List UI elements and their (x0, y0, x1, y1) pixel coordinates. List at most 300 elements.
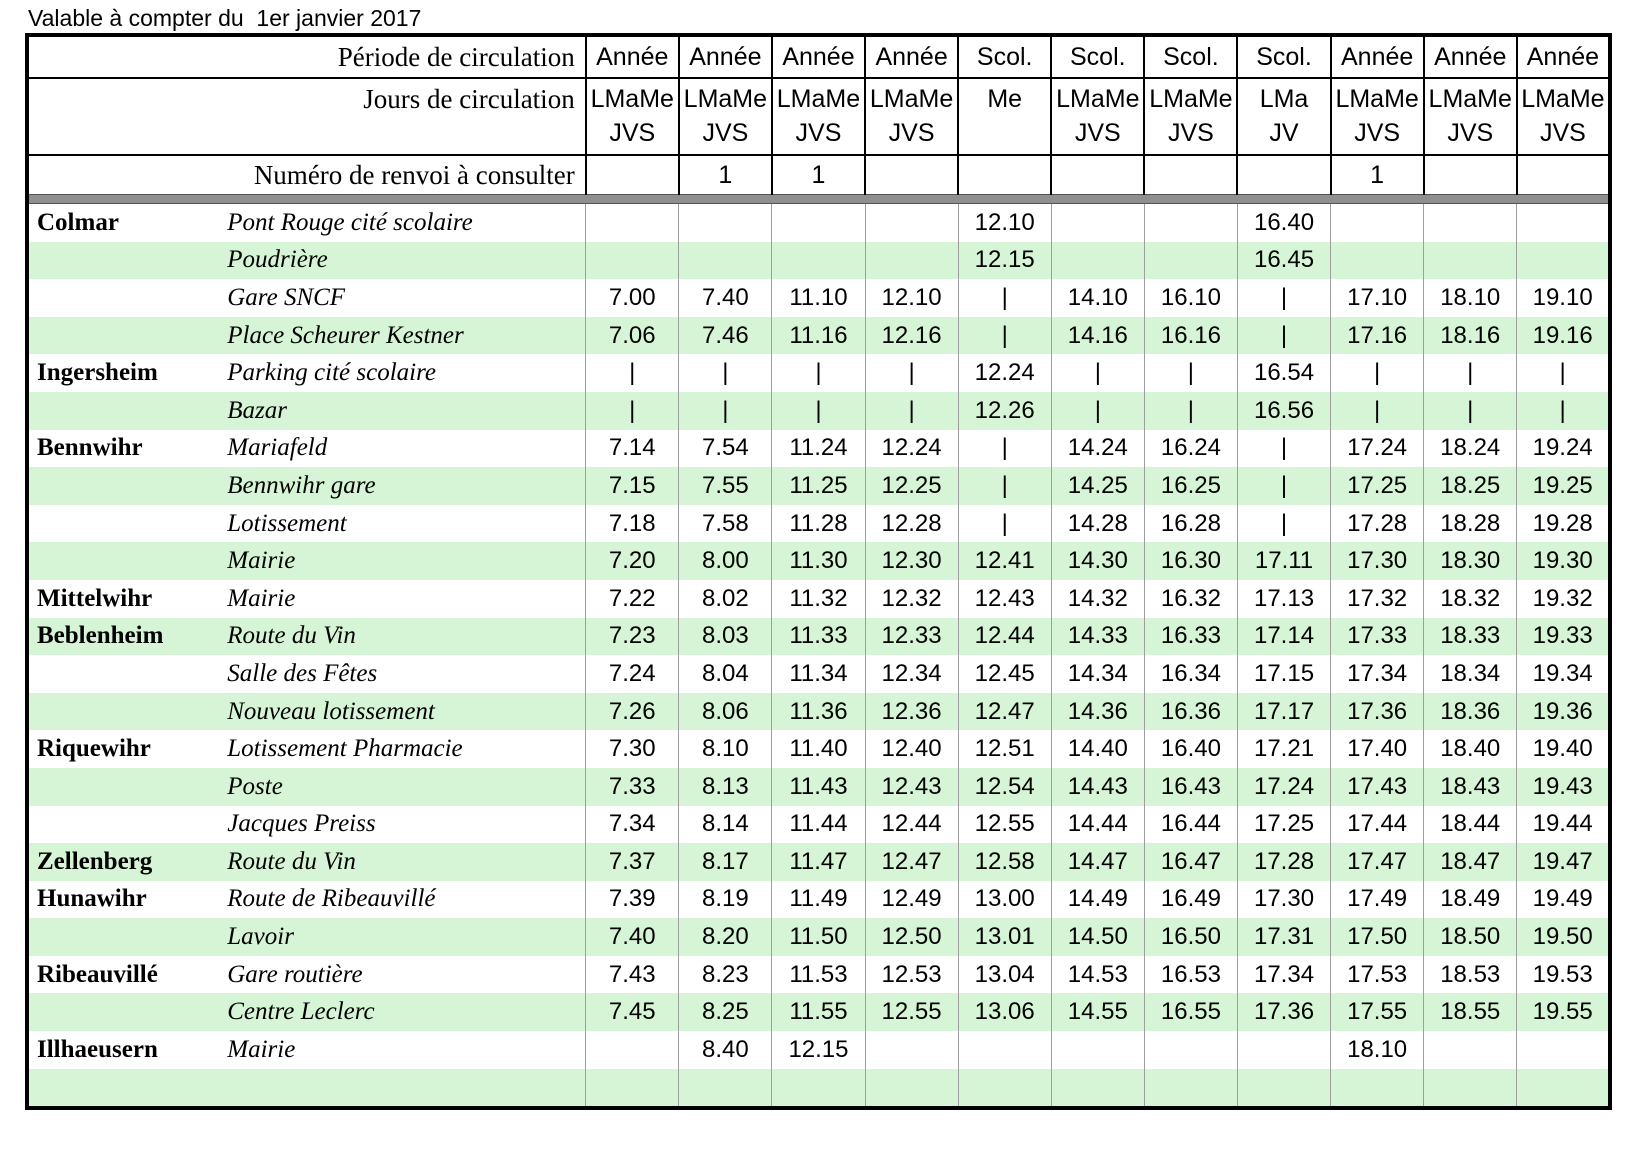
time-cell: | (1331, 354, 1424, 392)
time-cell (865, 1069, 958, 1109)
renvoi-cell (1517, 155, 1610, 195)
time-cell: 7.06 (586, 317, 679, 355)
time-cell: | (1144, 354, 1237, 392)
time-cell: 16.30 (1144, 542, 1237, 580)
days-cell (586, 78, 679, 155)
town-cell: Illhaeusern (37, 1035, 158, 1063)
period-cell: Année (1331, 35, 1424, 78)
days-cell (679, 78, 772, 155)
time-cell: 8.14 (679, 806, 772, 844)
days-line-2: JVS (702, 119, 749, 147)
table-row (27, 430, 1610, 468)
table-row (27, 730, 1610, 768)
days-cell (1051, 78, 1144, 155)
time-cell: 8.13 (679, 768, 772, 806)
time-cell: 19.16 (1517, 317, 1610, 355)
days-line-2: JVS (609, 119, 656, 147)
time-cell (1051, 242, 1144, 280)
renvoi-cell (1051, 155, 1144, 195)
time-cell: 19.24 (1517, 430, 1610, 468)
time-cell: 12.15 (772, 1031, 865, 1069)
time-cell: | (1144, 392, 1237, 430)
stop-name-cell: Gare SNCF (227, 283, 346, 311)
time-cell: 17.28 (1331, 505, 1424, 543)
stop-name-cell: Mairie (227, 1035, 296, 1063)
time-cell (1331, 242, 1424, 280)
time-cell: 7.46 (679, 317, 772, 355)
time-cell: 19.33 (1517, 618, 1610, 656)
separator-bar (27, 195, 1610, 204)
time-cell: 7.37 (586, 843, 679, 881)
time-cell (1051, 1031, 1144, 1069)
time-cell (1331, 1069, 1424, 1109)
renvoi-cell: 1 (772, 155, 865, 195)
time-cell: 18.24 (1424, 430, 1517, 468)
table-row (27, 1069, 1610, 1109)
time-cell: 16.34 (1144, 655, 1237, 693)
time-cell: 11.44 (772, 806, 865, 844)
time-cell: | (958, 317, 1051, 355)
time-cell: 16.56 (1237, 392, 1330, 430)
time-cell: 12.47 (958, 693, 1051, 731)
time-cell: 17.15 (1237, 655, 1330, 693)
time-cell: | (586, 354, 679, 392)
days-line-1: LMaMe (1149, 85, 1233, 113)
time-cell (1517, 242, 1610, 280)
period-cell: Année (1424, 35, 1517, 78)
time-cell (586, 242, 679, 280)
time-cell: 17.36 (1237, 993, 1330, 1031)
stop-name-cell: Bennwihr gare (227, 471, 376, 499)
time-cell (679, 204, 772, 242)
time-cell: 8.03 (679, 618, 772, 656)
time-cell: 18.50 (1424, 918, 1517, 956)
period-cell: Année (1517, 35, 1610, 78)
time-cell (1051, 1069, 1144, 1109)
town-cell (27, 242, 227, 280)
time-cell: 12.10 (958, 204, 1051, 242)
time-cell: 12.44 (958, 618, 1051, 656)
time-cell (1517, 204, 1610, 242)
days-cell (1144, 78, 1237, 155)
time-cell: | (1517, 354, 1610, 392)
time-cell (772, 242, 865, 280)
time-cell: 12.50 (865, 918, 958, 956)
time-cell: 16.44 (1144, 806, 1237, 844)
header-separator (27, 195, 1610, 204)
time-cell: | (1051, 392, 1144, 430)
time-cell: 12.49 (865, 881, 958, 919)
time-cell: | (1331, 392, 1424, 430)
time-cell: 18.49 (1424, 881, 1517, 919)
days-line-2: JVS (1539, 119, 1586, 147)
time-cell (679, 242, 772, 280)
town-cell (27, 806, 227, 844)
town-cell: Mittelwihr (37, 584, 153, 612)
stop-name-cell: Poudrière (227, 246, 328, 274)
stop-name-cell: Poste (227, 772, 283, 800)
time-cell: | (772, 392, 865, 430)
time-cell (679, 1069, 772, 1109)
time-cell: 12.53 (865, 956, 958, 994)
time-cell: 7.39 (586, 881, 679, 919)
time-cell (1424, 242, 1517, 280)
time-cell: | (679, 354, 772, 392)
renvoi-cell (958, 155, 1051, 195)
time-cell (865, 1031, 958, 1069)
time-cell: 12.55 (958, 806, 1051, 844)
days-line-2: JVS (1447, 119, 1494, 147)
time-cell: 16.25 (1144, 467, 1237, 505)
days-cell (865, 78, 958, 155)
period-cell: Année (772, 35, 865, 78)
time-cell: 7.55 (679, 467, 772, 505)
time-cell: 17.21 (1237, 730, 1330, 768)
time-cell: | (1237, 317, 1330, 355)
time-cell: 12.51 (958, 730, 1051, 768)
time-cell: 12.26 (958, 392, 1051, 430)
town-cell (27, 542, 227, 580)
time-cell: 7.40 (679, 279, 772, 317)
time-cell: 8.23 (679, 956, 772, 994)
time-cell: 19.53 (1517, 956, 1610, 994)
timetable (25, 33, 1612, 1110)
time-cell: 14.28 (1051, 505, 1144, 543)
time-cell (1144, 1069, 1237, 1109)
town-cell (27, 392, 227, 430)
days-cell (958, 78, 1051, 155)
time-cell: 19.30 (1517, 542, 1610, 580)
table-row (27, 279, 1610, 317)
days-line-1: LMaMe (1335, 85, 1419, 113)
time-cell: 19.34 (1517, 655, 1610, 693)
time-cell: 12.10 (865, 279, 958, 317)
table-row (27, 354, 1610, 392)
stop-name-cell (227, 1069, 585, 1109)
period-cell: Année (586, 35, 679, 78)
time-cell: 17.24 (1331, 430, 1424, 468)
town-cell (27, 467, 227, 505)
table-row (27, 843, 1610, 881)
renvoi-cell (1144, 155, 1237, 195)
stop-name-cell: Pont Rouge cité scolaire (227, 208, 473, 236)
time-cell: 18.32 (1424, 580, 1517, 618)
time-cell: 14.25 (1051, 467, 1144, 505)
time-cell: 7.54 (679, 430, 772, 468)
time-cell: 11.25 (772, 467, 865, 505)
time-cell (1144, 1031, 1237, 1069)
days-line-1: Me (987, 85, 1023, 113)
period-cell: Scol. (1051, 35, 1144, 78)
stop-name-cell: Gare routière (227, 960, 363, 988)
time-cell: 12.28 (865, 505, 958, 543)
time-cell: 12.16 (865, 317, 958, 355)
time-cell: 18.33 (1424, 618, 1517, 656)
table-row (27, 956, 1610, 994)
time-cell: 7.40 (586, 918, 679, 956)
time-cell: 12.34 (865, 655, 958, 693)
renvoi-cell (1424, 155, 1517, 195)
time-cell: 14.43 (1051, 768, 1144, 806)
time-cell: 14.32 (1051, 580, 1144, 618)
time-cell: 8.06 (679, 693, 772, 731)
time-cell: 17.32 (1331, 580, 1424, 618)
renvoi-cell: 1 (1331, 155, 1424, 195)
time-cell: 7.15 (586, 467, 679, 505)
table-row (27, 618, 1610, 656)
table-row (27, 806, 1610, 844)
time-cell: 11.10 (772, 279, 865, 317)
time-cell (1237, 1069, 1330, 1109)
stop-name-cell: Salle des Fêtes (227, 659, 378, 687)
time-cell: 11.53 (772, 956, 865, 994)
time-cell: 7.20 (586, 542, 679, 580)
period-cell: Année (865, 35, 958, 78)
days-row (27, 78, 1610, 155)
time-cell: 11.47 (772, 843, 865, 881)
time-cell: 18.55 (1424, 993, 1517, 1031)
time-cell (1424, 1031, 1517, 1069)
table-row (27, 993, 1610, 1031)
time-cell: 8.10 (679, 730, 772, 768)
time-cell: 16.40 (1237, 204, 1330, 242)
time-cell: 18.28 (1424, 505, 1517, 543)
time-cell: 13.04 (958, 956, 1051, 994)
time-cell: 12.33 (865, 618, 958, 656)
time-cell: 12.41 (958, 542, 1051, 580)
time-cell (1424, 204, 1517, 242)
time-cell: 14.30 (1051, 542, 1144, 580)
time-cell: 14.49 (1051, 881, 1144, 919)
town-cell: Ingersheim (37, 359, 158, 387)
time-cell: 11.40 (772, 730, 865, 768)
time-cell (1424, 1069, 1517, 1109)
time-cell: 18.10 (1331, 1031, 1424, 1069)
time-cell: 7.43 (586, 956, 679, 994)
renvoi-cell (865, 155, 958, 195)
time-cell: 16.43 (1144, 768, 1237, 806)
days-line-1: LMaMe (776, 85, 861, 113)
time-cell (1331, 204, 1424, 242)
time-cell: 17.13 (1237, 580, 1330, 618)
table-row (27, 542, 1610, 580)
time-cell: 17.50 (1331, 918, 1424, 956)
time-cell: 8.19 (679, 881, 772, 919)
time-cell: 7.00 (586, 279, 679, 317)
time-cell: | (1517, 392, 1610, 430)
time-cell: | (586, 392, 679, 430)
town-cell: Ribeauvillé (37, 960, 158, 988)
renvoi-cell (586, 155, 679, 195)
period-cell: Scol. (1237, 35, 1330, 78)
time-cell: 7.22 (586, 580, 679, 618)
time-cell: 17.25 (1331, 467, 1424, 505)
time-cell: 12.40 (865, 730, 958, 768)
time-cell: 11.24 (772, 430, 865, 468)
time-cell: 8.17 (679, 843, 772, 881)
time-cell (958, 1069, 1051, 1109)
time-cell: 17.33 (1331, 618, 1424, 656)
stop-name-cell: Bazar (227, 396, 287, 424)
time-cell: 11.50 (772, 918, 865, 956)
time-cell: 11.32 (772, 580, 865, 618)
period-cell: Année (679, 35, 772, 78)
town-cell (27, 993, 227, 1031)
time-cell: | (1424, 354, 1517, 392)
table-row (27, 467, 1610, 505)
time-cell: 11.43 (772, 768, 865, 806)
time-cell: 19.10 (1517, 279, 1610, 317)
table-row (27, 317, 1610, 355)
town-cell (27, 279, 227, 317)
days-line-1: LMaMe (869, 85, 954, 113)
time-cell: 12.15 (958, 242, 1051, 280)
time-cell (865, 242, 958, 280)
time-cell: 17.34 (1331, 655, 1424, 693)
time-cell: | (958, 279, 1051, 317)
time-cell: 14.50 (1051, 918, 1144, 956)
time-cell: 16.45 (1237, 242, 1330, 280)
renvoi-cell (1237, 155, 1330, 195)
time-cell: 19.28 (1517, 505, 1610, 543)
days-label: Jours de circulation (27, 78, 586, 155)
time-cell (586, 204, 679, 242)
time-cell: 12.24 (865, 430, 958, 468)
time-cell (772, 204, 865, 242)
time-cell: | (1237, 430, 1330, 468)
time-cell: 13.00 (958, 881, 1051, 919)
time-cell: | (958, 505, 1051, 543)
renvoi-cell: 1 (679, 155, 772, 195)
days-line-2: JVS (1354, 119, 1401, 147)
town-cell (27, 918, 227, 956)
time-cell: 13.06 (958, 993, 1051, 1031)
time-cell: 19.49 (1517, 881, 1610, 919)
time-cell: 19.55 (1517, 993, 1610, 1031)
days-line-2: JVS (1167, 119, 1214, 147)
time-cell: 12.30 (865, 542, 958, 580)
town-cell: Zellenberg (37, 847, 153, 875)
time-cell: 17.28 (1237, 843, 1330, 881)
time-cell: 14.55 (1051, 993, 1144, 1031)
time-cell: 13.01 (958, 918, 1051, 956)
time-cell: 19.50 (1517, 918, 1610, 956)
stop-name-cell: Lavoir (227, 923, 294, 951)
time-cell: 19.36 (1517, 693, 1610, 731)
time-cell: 17.53 (1331, 956, 1424, 994)
time-cell: 7.26 (586, 693, 679, 731)
time-cell: 11.33 (772, 618, 865, 656)
time-cell: | (679, 392, 772, 430)
time-cell (865, 204, 958, 242)
time-cell: 12.32 (865, 580, 958, 618)
time-cell: 19.47 (1517, 843, 1610, 881)
town-cell (27, 693, 227, 731)
time-cell: 12.58 (958, 843, 1051, 881)
time-cell: 18.53 (1424, 956, 1517, 994)
time-cell (772, 1069, 865, 1109)
table-row (27, 881, 1610, 919)
time-cell: 7.24 (586, 655, 679, 693)
time-cell: 16.32 (1144, 580, 1237, 618)
time-cell: 11.30 (772, 542, 865, 580)
time-cell: 7.14 (586, 430, 679, 468)
stop-name-cell: Place Scheurer Kestner (227, 321, 464, 349)
stop-name-cell: Route de Ribeauvillé (227, 885, 436, 913)
time-cell: 18.36 (1424, 693, 1517, 731)
time-cell: 8.40 (679, 1031, 772, 1069)
stop-name-cell: Route du Vin (227, 622, 356, 650)
table-row (27, 1031, 1610, 1069)
time-cell: 16.55 (1144, 993, 1237, 1031)
time-cell: | (865, 392, 958, 430)
time-cell: | (1051, 354, 1144, 392)
time-cell: 16.36 (1144, 693, 1237, 731)
time-cell: 17.36 (1331, 693, 1424, 731)
town-cell (27, 317, 227, 355)
time-cell: 16.50 (1144, 918, 1237, 956)
town-cell (27, 1069, 227, 1109)
table-row (27, 392, 1610, 430)
time-cell: 17.24 (1237, 768, 1330, 806)
table-row (27, 655, 1610, 693)
days-line-1: LMaMe (1056, 85, 1140, 113)
time-cell: 16.53 (1144, 956, 1237, 994)
stop-name-cell: Centre Leclerc (227, 998, 375, 1026)
time-cell: | (958, 467, 1051, 505)
time-cell: 14.33 (1051, 618, 1144, 656)
time-cell (958, 1031, 1051, 1069)
time-cell: 14.53 (1051, 956, 1144, 994)
table-row (27, 242, 1610, 280)
time-cell: 17.31 (1237, 918, 1330, 956)
time-cell: 16.16 (1144, 317, 1237, 355)
days-cell (1331, 78, 1424, 155)
stop-name-cell: Lotissement (227, 509, 347, 537)
time-cell: 8.04 (679, 655, 772, 693)
time-cell: 14.16 (1051, 317, 1144, 355)
stop-name-cell: Nouveau lotissement (227, 697, 435, 725)
time-cell: 18.16 (1424, 317, 1517, 355)
time-cell: 12.55 (865, 993, 958, 1031)
time-cell: 12.44 (865, 806, 958, 844)
time-cell: 11.55 (772, 993, 865, 1031)
time-cell: 18.47 (1424, 843, 1517, 881)
table-row (27, 768, 1610, 806)
time-cell: 8.00 (679, 542, 772, 580)
time-cell: 7.18 (586, 505, 679, 543)
table-row (27, 204, 1610, 242)
town-cell: Colmar (37, 208, 119, 236)
stop-name-cell: Route du Vin (227, 847, 356, 875)
time-cell: 14.47 (1051, 843, 1144, 881)
time-cell: | (1237, 279, 1330, 317)
time-cell: 11.16 (772, 317, 865, 355)
time-cell (586, 1069, 679, 1109)
days-line-1: LMaMe (1521, 85, 1605, 113)
time-cell (1517, 1031, 1610, 1069)
time-cell: 7.34 (586, 806, 679, 844)
time-cell: 16.24 (1144, 430, 1237, 468)
time-cell: 14.24 (1051, 430, 1144, 468)
time-cell: 17.49 (1331, 881, 1424, 919)
time-cell: 17.17 (1237, 693, 1330, 731)
time-cell: 17.14 (1237, 618, 1330, 656)
time-cell: 17.55 (1331, 993, 1424, 1031)
time-cell: 12.47 (865, 843, 958, 881)
time-cell: 14.10 (1051, 279, 1144, 317)
time-cell: | (772, 354, 865, 392)
